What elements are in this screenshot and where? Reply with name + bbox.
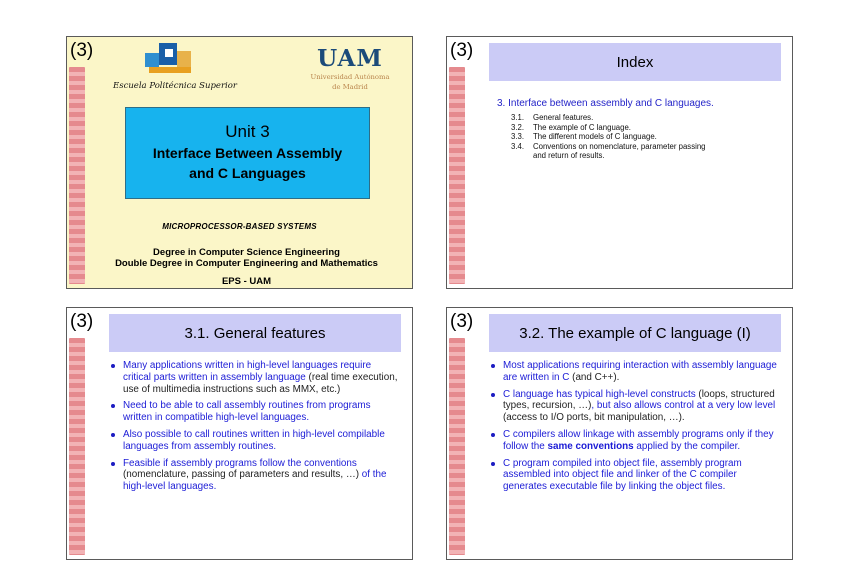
bullet-text: Also possible to call routines written in high-level compilable languages from assembly routines. (123, 428, 385, 452)
decorative-strip (69, 338, 85, 555)
bullet-item (489, 458, 781, 493)
index-item (511, 113, 781, 123)
section-number: (3) (450, 311, 474, 332)
index-item-text: The example of C language. (533, 122, 631, 132)
decorative-strip (449, 338, 465, 555)
bullet-dot-icon (491, 462, 495, 466)
index-item-number (511, 151, 533, 161)
unit-title-line-1: Interface Between Assembly (152, 145, 343, 161)
index-item-number: 3.1. (511, 113, 525, 122)
slide-index (446, 36, 793, 289)
bullet-dot-icon (111, 404, 115, 408)
eps-cubes-icon (145, 43, 195, 73)
index-item-text: and return of results. (533, 151, 605, 160)
bullet-item (489, 429, 781, 453)
slide-c-language (446, 307, 793, 560)
bullet-text: (access to I/O ports, bit manipulation, …). (503, 412, 685, 424)
slide-title-bar: 3.1. General features (109, 314, 401, 352)
index-item (511, 132, 781, 142)
bullet-dot-icon (111, 462, 115, 466)
unit-box (125, 107, 370, 199)
bullet-text: C program compiled into object file, assembly program assembled into object file and linker of the C compiler generates executable file by linking the object files. (503, 457, 742, 493)
bullet-text: (nomenclature, passing of parameters and results, …) (123, 469, 360, 481)
eps-logo (113, 43, 237, 93)
slide-general-features (66, 307, 413, 560)
bullet-dot-icon (111, 433, 115, 437)
bullet-text: (loops, structured types, recursion, …) (503, 388, 775, 412)
bullet-text: same conventions (547, 440, 634, 452)
course-name: MICROPROCESSOR-BASED SYSTEMS (162, 222, 317, 231)
index-list (511, 113, 781, 161)
bullet-text: C compilers allow linkage with assembly programs only if they follow the (503, 428, 774, 452)
bullet-dot-icon (491, 393, 495, 397)
bullet-item (489, 360, 781, 384)
bullet-text: Many applications written in high-level languages require critical parts written in assembly language (123, 360, 372, 383)
index-item-number: 3.4. (511, 141, 525, 151)
bullet-item (109, 400, 401, 424)
section-number: (3) (450, 40, 474, 61)
index-item-number: 3.3. (511, 132, 525, 141)
index-item-text: Conventions on nomenclature, parameter passing (533, 141, 706, 151)
bullet-text: , but also allows control at a very low level (591, 400, 776, 412)
uam-mark: UAM (317, 45, 383, 72)
index-item-text: The different models of C language. (533, 132, 657, 141)
bullet-item (109, 360, 401, 395)
bullet-text: C language has typical high-level constructs (503, 388, 696, 400)
index-item-number: 3.2. (511, 122, 525, 132)
bullet-text: of the high-level languages. (123, 469, 387, 493)
bullet-item (109, 429, 401, 453)
index-item (511, 123, 781, 133)
slide-title (66, 36, 413, 289)
bullet-dot-icon (111, 364, 115, 368)
bullet-item (109, 458, 401, 493)
index-item (511, 142, 781, 152)
index-item-text: General features. (533, 113, 594, 122)
bullet-text: (real time execution, use of multimedia instructions such as MMX, etc.) (123, 371, 398, 395)
unit-number: Unit 3 (225, 122, 270, 141)
degree-line-1: Degree in Computer Science Engineering (153, 247, 340, 258)
eps-name: Escuela Politécnica Superior (113, 81, 237, 91)
section-number: (3) (70, 311, 94, 332)
section-number: (3) (70, 40, 94, 61)
bullet-text: Need to be able to call assembly routines from programs written in compatible high-level languages. (123, 400, 371, 424)
decorative-strip (449, 67, 465, 284)
degree-line-2: Double Degree in Computer Engineering and Mathematics (115, 258, 378, 269)
bullet-text: Feasible if assembly programs follow the conventions (123, 457, 357, 469)
bullet-list (109, 360, 401, 498)
uam-sub-2: de Madrid (332, 83, 368, 91)
bullet-text: (and C++). (569, 371, 620, 383)
bullet-dot-icon (491, 364, 495, 368)
bullet-list (489, 360, 781, 498)
slide-title-bar: 3.2. The example of C language (I) (489, 314, 781, 352)
index-heading: 3. Interface between assembly and C languages. (497, 98, 714, 109)
uam-sub-1: Universidad Autónoma (310, 73, 390, 81)
bullet-text: Most applications requiring interaction with assembly language are written in C (503, 360, 777, 383)
bullet-dot-icon (491, 433, 495, 437)
bullet-text: applied by the compiler. (633, 440, 741, 452)
unit-title-line-2: and C Languages (189, 165, 306, 181)
slide-title-bar: Index (489, 43, 781, 81)
index-item (511, 151, 781, 161)
school-name: EPS - UAM (221, 276, 272, 287)
bullet-item (489, 389, 781, 424)
uam-logo (295, 47, 405, 97)
